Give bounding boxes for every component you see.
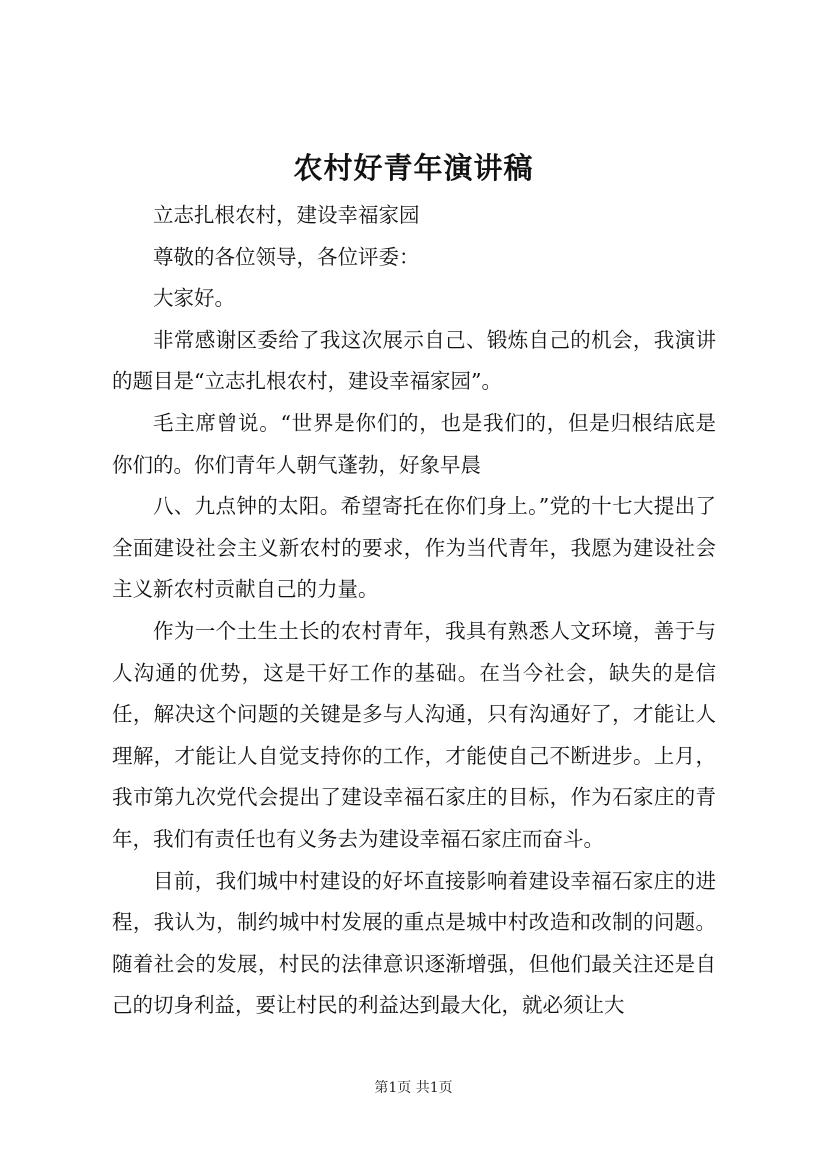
page-footer: 第1页 共1页	[374, 1080, 453, 1096]
document-title: 农村好青年演讲稿	[293, 151, 534, 185]
document-body	[112, 195, 716, 1027]
paragraph-greeting: 大家好。	[153, 286, 235, 311]
paragraph-subtitle: 立志扎根农村，建设幸福家园	[153, 203, 420, 227]
paragraph-quote: 毛主席曾说。“世界是你们的，也是我们的，但是归根结底是你们的。你们青年人朝气蓬勃，好象早晨	[112, 410, 716, 477]
paragraph-salutation: 尊敬的各位领导，各位评委：	[153, 244, 420, 269]
paragraph-intro: 非常感谢区委给了我这次展示自己、锻炼自己的机会，我演讲的题目是“立志扎根农村，建设幸福家园”。	[112, 327, 716, 394]
paragraph-quote-continued: 八、九点钟的太阳。希望寄托在你们身上。”党的十七大提出了全面建设社会主义新农村的要求，作为当代青年，我愿为建设社会主义新农村贡献自己的力量。	[112, 494, 716, 602]
paragraph-advantages: 作为一个土生土长的农村青年，我具有熟悉人文环境，善于与人沟通的优势，这是干好工作的基础。在当今社会，缺失的是信任，解决这个问题的关键是多与人沟通，只有沟通好了，才能让人理解，才能让人自觉支持你的工作，才能使自己不断进步。上月，我市第九次党代会提出了建设幸福石家庄的目标，作为石家庄的青年，我们有责任也有义务去为建设幸福石家庄而奋斗。	[112, 618, 716, 851]
paragraph-urban-villages: 目前，我们城中村建设的好坏直接影响着建设幸福石家庄的进程，我认为，制约城中村发展的重点是城中村改造和改制的问题。随着社会的发展，村民的法律意识逐渐增强，但他们最关注还是自己的切身利益，要让村民的利益达到最大化，就必须让大	[112, 868, 716, 1018]
